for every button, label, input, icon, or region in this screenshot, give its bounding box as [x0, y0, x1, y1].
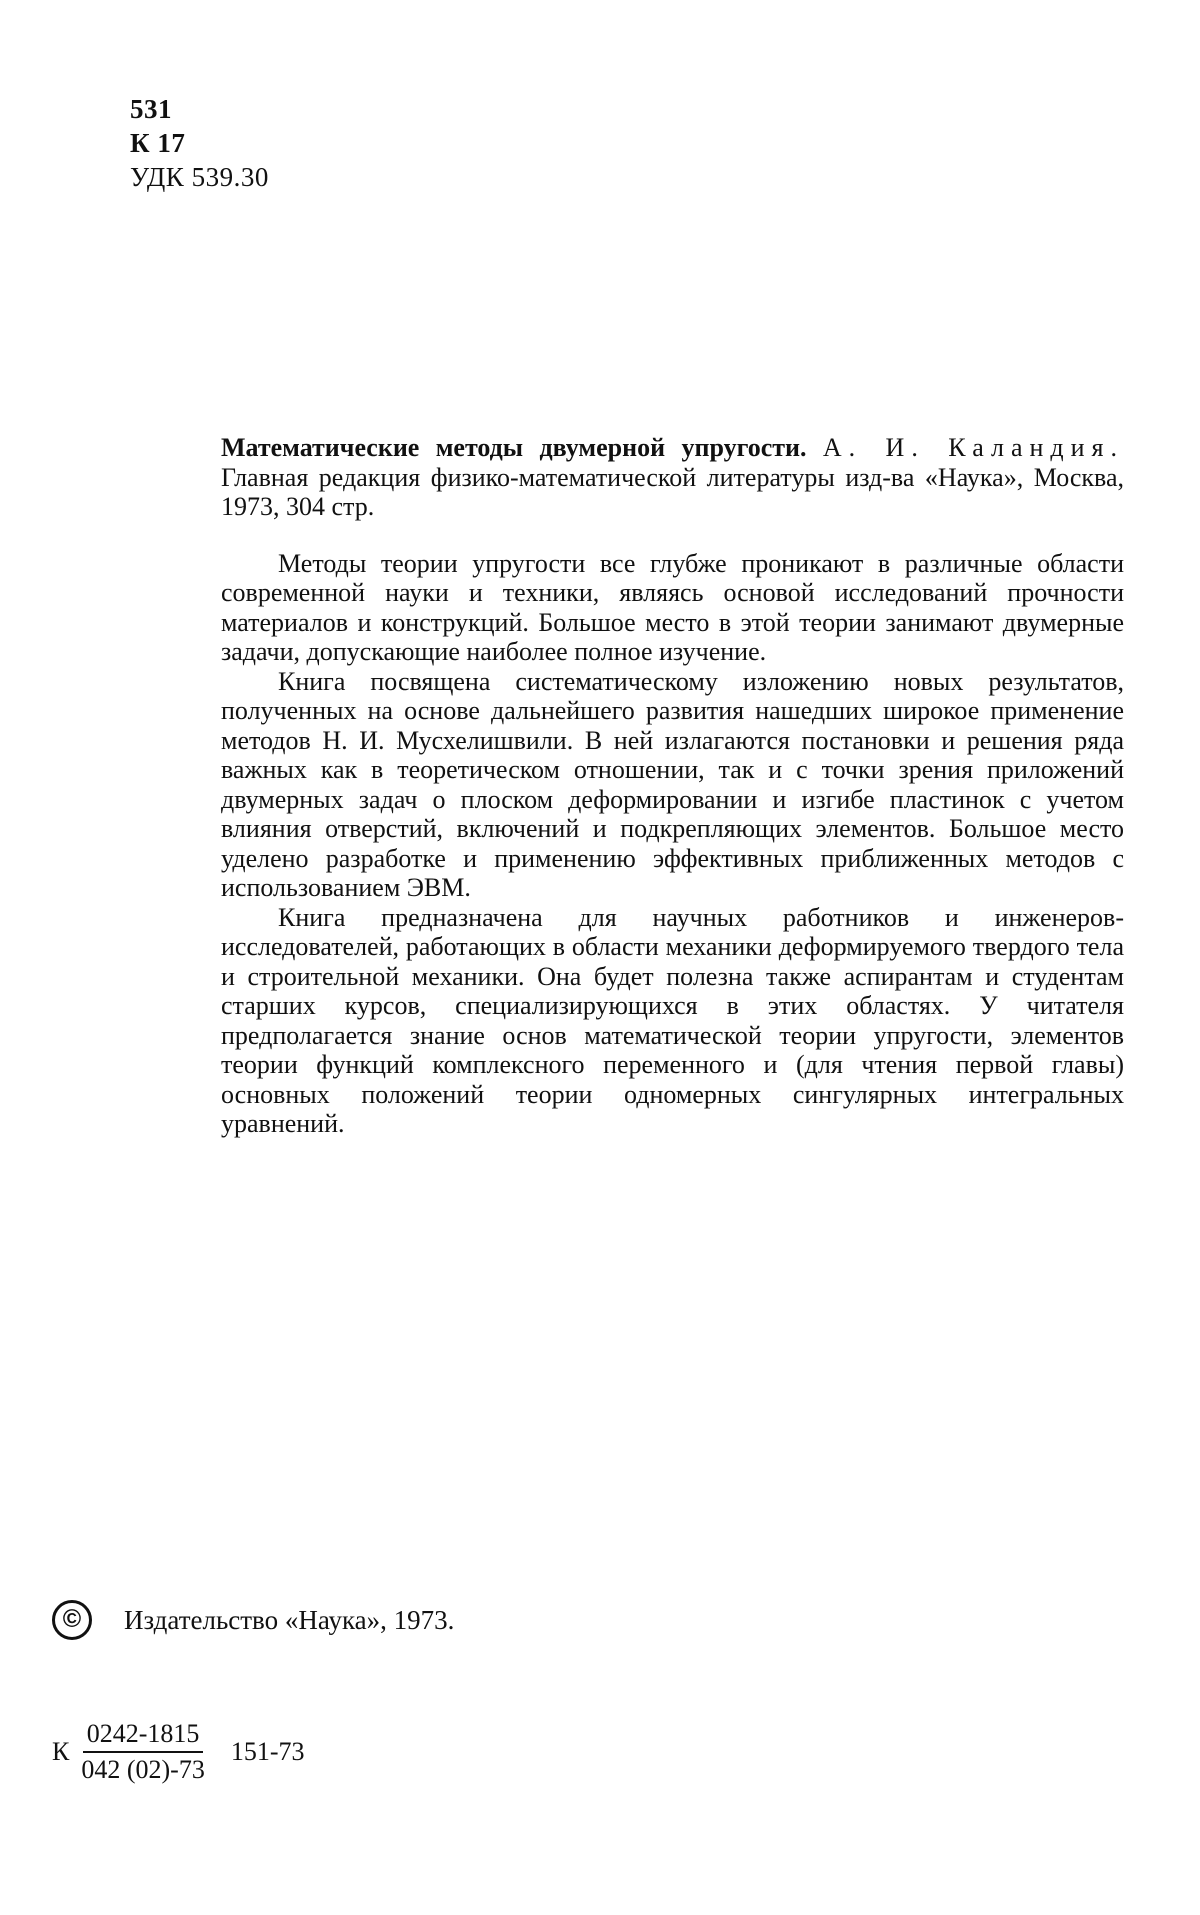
publication-index-code [52, 1720, 305, 1784]
classification-number: 531 [130, 94, 172, 124]
author-mark: К 17 [130, 128, 186, 158]
copyright-text: Издательство «Наука», 1973. [124, 1604, 455, 1635]
copyright-line [52, 1600, 454, 1640]
copyright-icon: © [52, 1600, 92, 1640]
book-title: Математические методы двумерной упругости. [221, 433, 807, 462]
bibliographic-citation [221, 433, 1124, 522]
index-suffix: 151-73 [230, 1737, 305, 1766]
annotation-block [221, 433, 1124, 1139]
book-author: А. И. Каландия. [822, 433, 1124, 462]
annotation-paragraph: Методы теории упругости все глубже проникают в различные области современной науки и техники, являясь основой исследований прочности материалов и конструкций. Большое место в этой теории занимают двумерные задачи, допускающие наиболее полное изучение. [221, 548, 1124, 666]
index-letter: К [52, 1737, 70, 1766]
publisher-info: Главная редакция физико-математической литературы изд-ва «Наука», Москва, 1973, 304 стр. [221, 462, 1124, 521]
index-denominator: 042 (02)-73 [81, 1755, 205, 1784]
annotation-paragraph: Книга посвящена систематическому изложению новых результатов, полученных на основе дальнейшего развития нашедших широкое применение методов Н. И. Мусхелишвили. В ней излагаются постановки и решения ряда важных как в теоретическом отношении, так и с точки зрения приложений двумерных задач о плоском деформировании и изгибе пластинок с учетом влияния отверстий, включений и подкрепляющих элементов. Большое место уделено разработке и применению эффективных приближенных методов с использованием ЭВМ. [221, 666, 1124, 902]
classification-block [130, 92, 269, 194]
annotation-paragraph: Книга предназначена для научных работников и инженеров-исследователей, работающих в области механики деформируемого твердого тела и строительной механики. Она будет полезна также аспирантам и студентам старших курсов, специализирующихся в этих областях. У читателя предполагается знание основ математической теории упругости, элементов теории функций комплексного переменного и (для чтения первой главы) основных положений теории одномерных сингулярных интегральных уравнений. [221, 902, 1124, 1138]
udc-code: УДК 539.30 [130, 162, 269, 192]
index-fraction [77, 1720, 208, 1784]
index-numerator: 0242-1815 [83, 1720, 204, 1753]
